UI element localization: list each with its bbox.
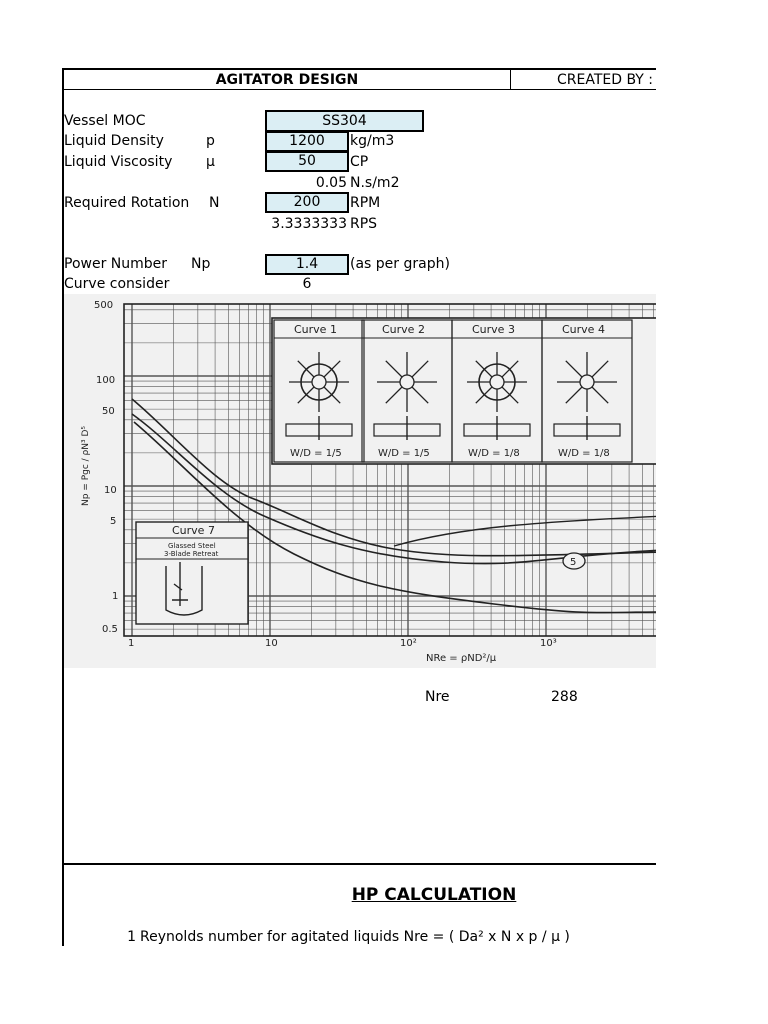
curve-ratio-4: W/D = 1/8 <box>558 448 610 459</box>
liquid-density-symbol: p <box>206 133 215 149</box>
hp-step-number: 1 <box>127 929 136 945</box>
required-rotation-input[interactable]: 200 <box>265 192 349 213</box>
y-axis-label: Np = Pgc / ρN³ D⁵ <box>81 425 91 506</box>
created-by-label: CREATED BY : <box>557 72 654 88</box>
liquid-density-label: Liquid Density <box>64 133 164 149</box>
curve-consider-value: 6 <box>302 276 312 292</box>
power-number-label: Power Number <box>64 256 168 272</box>
viscosity-converted: 0.05 <box>315 175 347 191</box>
y-tick-0.5: 0.5 <box>102 624 118 635</box>
liquid-viscosity-symbol: µ <box>206 154 215 170</box>
hp-step-text: Reynolds number for agitated liquids Nre = ( Da² x N x p / µ ) <box>140 929 570 945</box>
y-tick-5: 5 <box>110 516 117 527</box>
power-number-symbol: Np <box>191 256 211 272</box>
header-bottom-rule <box>62 89 656 90</box>
section-rule <box>62 863 656 865</box>
y-tick-500: 500 <box>94 300 114 311</box>
impeller-panel-frame <box>272 318 656 464</box>
curve7-desc2: 3-Blade Retreat <box>164 550 219 558</box>
rotation-converted-unit: RPS <box>350 216 378 232</box>
curve-consider-label: Curve consider <box>64 276 170 292</box>
curve7-box <box>136 522 248 624</box>
liquid-viscosity-input[interactable]: 50 <box>265 151 349 172</box>
curve-5-marker-label: 5 <box>570 557 577 568</box>
graph-svg <box>64 294 656 668</box>
x-tick-1000: 10³ <box>540 638 557 649</box>
nre-label: Nre <box>425 689 450 705</box>
x-tick-10: 10 <box>265 638 278 649</box>
liquid-density-input[interactable]: 1200 <box>265 131 349 152</box>
required-rotation-label: Required Rotation <box>64 195 190 211</box>
required-rotation-unit: RPM <box>350 195 381 211</box>
power-number-input[interactable]: 1.4 <box>265 254 349 275</box>
vessel-moc-label: Vessel MOC <box>64 113 146 129</box>
curve-ratio-1: W/D = 1/5 <box>290 448 342 459</box>
y-tick-10: 10 <box>104 485 117 496</box>
y-tick-50: 50 <box>102 406 115 417</box>
liquid-density-unit: kg/m3 <box>350 133 395 149</box>
curve-label-4: Curve 4 <box>562 323 605 336</box>
y-tick-100: 100 <box>96 375 116 386</box>
x-axis-label: NRe = ρND²/µ <box>426 653 497 664</box>
curve-label-1: Curve 1 <box>294 323 337 336</box>
page-title: AGITATOR DESIGN <box>215 72 359 88</box>
vessel-moc-input[interactable]: SS304 <box>265 110 424 132</box>
x-tick-1: 1 <box>128 638 135 649</box>
y-tick-1: 1 <box>112 591 119 602</box>
curve-label-3: Curve 3 <box>472 323 515 336</box>
curve-ratio-3: W/D = 1/8 <box>468 448 520 459</box>
x-tick-100: 10² <box>400 638 417 649</box>
nre-value: 288 <box>551 689 578 705</box>
liquid-viscosity-label: Liquid Viscosity <box>64 154 173 170</box>
power-curve-d <box>394 516 656 546</box>
header-divider <box>510 68 511 90</box>
required-rotation-symbol: N <box>209 195 220 211</box>
curve7-desc1: Glassed Steel <box>168 542 216 550</box>
power-number-graph <box>64 294 656 668</box>
curve-ratio-2: W/D = 1/5 <box>378 448 430 459</box>
rotation-converted: 3.3333333 <box>271 216 347 232</box>
power-number-note: (as per graph) <box>350 256 450 272</box>
hp-calculation-title: HP CALCULATION <box>351 885 517 905</box>
curve7-label: Curve 7 <box>172 524 215 537</box>
top-rule <box>62 68 656 70</box>
viscosity-converted-unit: N.s/m2 <box>350 175 400 191</box>
curve-label-2: Curve 2 <box>382 323 425 336</box>
liquid-viscosity-unit: CP <box>350 154 369 170</box>
